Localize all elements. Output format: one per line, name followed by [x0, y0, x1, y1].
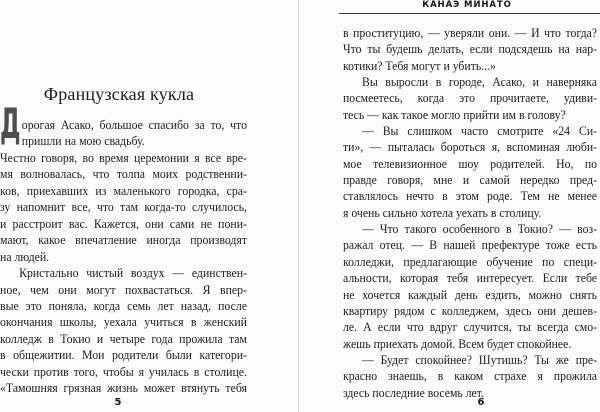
text-line: колледж в Токио и четыре года прожила там [0, 330, 247, 346]
paragraph [343, 74, 597, 123]
text-line: — Будет спокойнее? Шутишь? Ты же пре- [361, 351, 598, 367]
text-line: в общежитии. Мои родители были категори- [0, 347, 247, 363]
text-line: ти», — пыталась бороться я, вспоминая люби- [343, 139, 598, 155]
text-line: тесь — как такое могло прийти им в голову? [343, 106, 566, 122]
paragraph [343, 25, 597, 74]
text-line: Честно говоря, во время церемонии я все вре- [0, 149, 247, 165]
chapter-title: Французская кукла [43, 84, 195, 104]
paragraph [0, 150, 247, 265]
text-line: на людей. [0, 248, 50, 264]
text-line: ков, приехавших из маленького городка, сра- [0, 182, 247, 198]
page-number-right: 6 [477, 397, 485, 408]
page-number-left: 5 [114, 397, 122, 408]
right-page-text [343, 25, 597, 401]
text-line: — Вы слишком часто смотрите «24 Си- [361, 123, 598, 139]
page-left[interactable] [0, 0, 298, 412]
text-line: квартиру рядом с колледжем, здесь они дешев- [343, 302, 598, 318]
text-line: ле. А если что вдруг случится, ты всегда смо- [343, 319, 598, 335]
text-line: зу напомнит все, что там когда-то случилось, [0, 199, 247, 215]
paragraph [0, 265, 247, 397]
text-line: колледжи, предлагающие обучение по специ- [343, 253, 598, 269]
paragraph [0, 117, 247, 150]
text-line: в проституцию, — уверяли они. — И что тогда? [343, 25, 598, 40]
text-line: мое телевизионное шоу родителей. Но, по [343, 155, 598, 171]
text-line: Что ты будешь делать, если подсядешь на нар- [343, 41, 598, 57]
text-line: посмеетесь, когда это прочитаете, удиви- [343, 90, 598, 106]
text-line: вые это поняла, когда семь лет назад, после [0, 297, 247, 313]
paragraph [343, 123, 597, 221]
text-line: чески против того, чтобы я училась в столице. [0, 363, 247, 379]
paragraph [343, 352, 597, 401]
text-line: окончания школы, уехала учиться в женский [0, 314, 247, 330]
text-line: котики? Тебя могут и убить...» [343, 57, 496, 73]
text-line: правде говоря, мне и самой нередко пред- [343, 172, 598, 188]
drop-cap-letter: Д [0, 99, 21, 148]
text-line: я очень сильно хотела уехать в столицу. [343, 204, 542, 220]
text-line: здесь последние восемь лет. [343, 384, 484, 400]
text-line: пришли на мою свадьбу. [21, 133, 145, 149]
text-line: и расстроит вас. Кажется, они сами не пони- [0, 215, 247, 231]
text-line: Кристально чистый воздух — единствен- [19, 265, 247, 281]
text-line: Вы выросли в городе, Асако, и наверняка [361, 74, 598, 90]
text-line: не хочется каждый день ездить, можно снять [343, 286, 598, 302]
text-line: ное, чем они могут похвастаться. Я впер- [0, 281, 247, 297]
left-page-text [0, 117, 247, 397]
text-line: мают, какое впечатление иногда производят [0, 232, 247, 248]
text-line: орогая Асако, большое спасибо за то, что [21, 117, 247, 132]
paragraph [343, 221, 597, 352]
text-line: «Тамошняя грязная жизнь может втянуть тебя [0, 380, 247, 396]
header-rule [339, 13, 600, 14]
text-line: ражал отец. — В нашей префектуре тоже есть [343, 237, 598, 253]
text-line: — Что такого особенного в Токио? — воз- [361, 221, 598, 237]
text-line: ставлялось нечто в этом роде. Тем не менее [343, 188, 598, 204]
page-right[interactable] [299, 0, 600, 412]
running-header-author: КАНАЭ МИНАТО [422, 0, 512, 10]
text-line: жешь приехать домой. Всем будет спокойнее. [343, 335, 572, 351]
text-line: альности, которая тебя интересует. Если тебе [343, 270, 598, 286]
text-line: мя волновалась, что толпа моих родственни- [0, 166, 247, 182]
text-line: красно знаешь, в каком страхе я прожила [343, 368, 598, 384]
